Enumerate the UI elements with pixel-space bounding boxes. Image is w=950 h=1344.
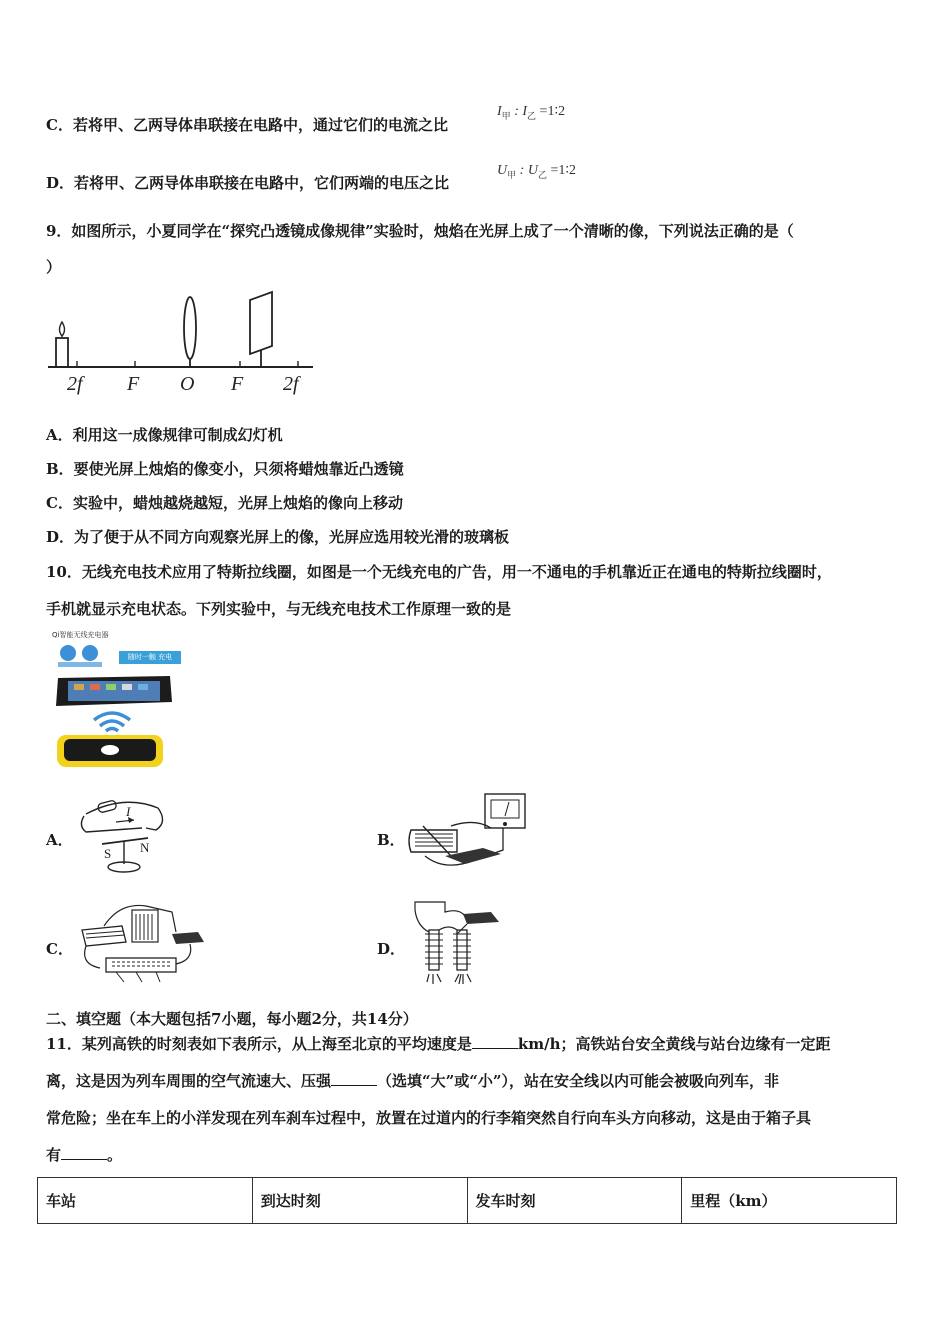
q10-option-b-label: B． (377, 831, 405, 849)
q11-blank-3[interactable] (61, 1145, 107, 1160)
option-c-motor-figure (76, 898, 210, 988)
q8-option-d-formula: $U_甲$ : $U_乙$ =1∶2 (497, 163, 576, 180)
q8-option-c-formula: $I_甲$ : $I_乙$ =1∶2 (497, 104, 566, 121)
option-a-north-label: N (140, 840, 150, 855)
q9-option-c: C．实验中，蜡烛越烧越短，光屏上烛焰的像向上移动 (46, 494, 403, 512)
option-a-oersted-figure (76, 792, 168, 876)
q10-option-d-label: D． (377, 940, 406, 958)
convex-lens-diagram (45, 288, 320, 398)
convex-lens-icon (184, 297, 196, 367)
wireless-charger-ad (52, 630, 186, 768)
q9-stem-line2: ） (46, 258, 62, 276)
axis-label-f-right: F (231, 373, 244, 395)
option-a-south-label: S (104, 846, 112, 861)
charging-pad-icon (56, 734, 164, 768)
ad-button: 随时一触 充电 (119, 651, 181, 664)
table-header-station: 车站 (38, 1178, 253, 1224)
axis-label-f-left: F (127, 373, 140, 395)
axis-label-2f-left: 2f (67, 373, 83, 395)
light-screen-icon (250, 292, 272, 367)
tablet-icon (54, 674, 174, 708)
q11-blank-1[interactable] (472, 1034, 518, 1049)
q10-stem-line1: 10．无线充电技术应用了特斯拉线圈，如图是一个无线充电的广告，用一不通电的手机靠近正在通电的特斯拉线圈时， (46, 563, 832, 581)
table-header-departure: 发车时刻 (467, 1178, 682, 1224)
train-timetable (37, 1177, 897, 1224)
q9-option-b: B．要使光屏上烛焰的像变小，只须将蜡烛靠近凸透镜 (46, 460, 404, 478)
q9-option-a: A．利用这一成像规律可制成幻灯机 (46, 426, 283, 444)
section-2-title: 二、填空题（本大题包括7小题，每小题2分，共14分） (46, 1010, 418, 1028)
q9-stem-line1: 9．如图所示，小夏同学在“探究凸透镜成像规律”实验时，烛焰在光屏上成了一个清晰的像，下列说法正确的是（ (46, 222, 794, 240)
q11-line3: 常危险；坐在车上的小洋发现在列车刹车过程中，放置在过道内的行李箱突然自行向车头方向移动，这是由于箱子具 (46, 1109, 812, 1127)
q9-option-d: D．为了便于从不同方向观察光屏上的像，光屏应选用较光滑的玻璃板 (46, 528, 510, 546)
q11-line1: 11．某列高铁的时刻表如下表所示，从上海至北京的平均速度是 km/h；高铁站台安全黄线与站台边缘有一定距 (46, 1035, 831, 1053)
axis-label-2f-right: 2f (283, 373, 299, 395)
table-header-row (38, 1178, 897, 1224)
option-a-current-label: I (126, 804, 131, 819)
axis-label-o: O (180, 373, 195, 395)
q10-option-c-label: C． (46, 940, 73, 958)
option-d-electromagnet-figure (405, 900, 505, 986)
option-b-induction-figure (405, 790, 529, 874)
q11-line4: 有 。 (46, 1146, 123, 1164)
wifi-icon (90, 710, 134, 734)
ad-title: Qi智能无线充电器 (52, 631, 109, 639)
q10-option-a-label: A． (46, 831, 73, 849)
q10-stem-line2: 手机就显示充电状态。下列实验中，与无线充电技术工作原理一致的是 (46, 600, 512, 618)
charger-icons (56, 642, 112, 668)
q11-line2: 离，这是因为列车周围的空气流速大、压强 （选填“大”或“小”），站在安全线以内可能会被吸向列车，非 (46, 1072, 780, 1090)
table-header-mileage: 里程（km） (682, 1178, 897, 1224)
q8-option-d: D．若将甲、乙两导体串联接在电路中，它们两端的电压之比 (46, 174, 450, 192)
candle-icon (56, 322, 68, 367)
q11-blank-2[interactable] (331, 1071, 377, 1086)
table-header-arrival: 到达时刻 (252, 1178, 467, 1224)
q8-option-c: C．若将甲、乙两导体串联接在电路中，通过它们的电流之比 (46, 116, 448, 134)
